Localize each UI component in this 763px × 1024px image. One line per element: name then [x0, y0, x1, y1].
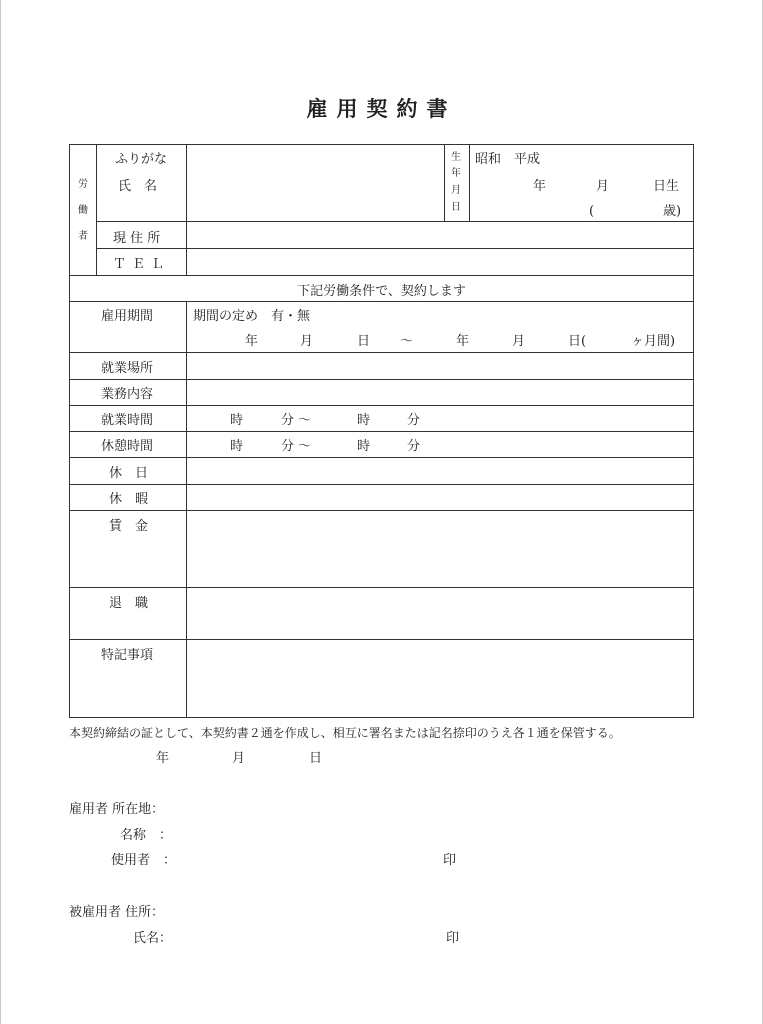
age-open: (	[589, 204, 595, 219]
break-start-hour: 時	[230, 439, 244, 454]
employee-seal: 印	[446, 931, 460, 946]
work-start-hour: 時	[230, 413, 244, 428]
employer-user-label: 使用者 ：	[111, 853, 177, 868]
period-month2: 月	[512, 334, 526, 349]
address-label: 現 住 所	[113, 231, 161, 246]
period-month1: 月	[300, 334, 314, 349]
employee-address-label: 被雇用者 住所：	[69, 905, 165, 920]
period-day2: 日(	[568, 334, 587, 349]
employer-seal: 印	[443, 853, 457, 868]
page-edge-left	[0, 0, 1, 1024]
period-definition: 期間の定め 有・無	[193, 309, 311, 324]
period-label: 雇用期間	[101, 309, 154, 324]
leave-label: 休 暇	[109, 492, 149, 507]
period-year1: 年	[245, 334, 259, 349]
birth-label-char: 日	[451, 202, 461, 213]
birth-month-label: 月	[596, 179, 610, 194]
period-year2: 年	[456, 334, 470, 349]
period-tilde: 〜	[400, 334, 414, 349]
date-year: 年	[156, 751, 170, 766]
birth-year-label: 年	[533, 179, 547, 194]
worker-label-char: 者	[78, 231, 88, 242]
era-text: 昭和 平成	[475, 152, 541, 167]
birth-day-label: 日生	[653, 179, 680, 194]
date-day: 日	[309, 751, 323, 766]
employer-address-label: 雇用者 所在地：	[69, 802, 165, 817]
tel-label: ＴＥＬ	[113, 257, 171, 272]
holiday-label: 休 日	[109, 466, 149, 481]
worker-label-char: 働	[78, 205, 88, 216]
break-start-min: 分 〜	[281, 439, 312, 454]
workplace-label: 就業場所	[101, 361, 154, 376]
work-hours-label: 就業時間	[101, 413, 154, 428]
break-end-min: 分	[407, 439, 421, 454]
notes-label: 特記事項	[101, 648, 154, 663]
break-end-hour: 時	[357, 439, 371, 454]
break-hours-label: 休憩時間	[101, 439, 154, 454]
work-start-min: 分 〜	[281, 413, 312, 428]
duties-label: 業務内容	[101, 387, 154, 402]
wage-label: 賃 金	[109, 519, 149, 534]
birth-label-char: 月	[451, 185, 461, 196]
name-label: 氏 名	[118, 179, 158, 194]
date-month: 月	[232, 751, 246, 766]
work-end-hour: 時	[357, 413, 371, 428]
age-close: 歳)	[663, 204, 682, 219]
period-months: ヶ月間)	[631, 334, 676, 349]
retire-label: 退 職	[109, 596, 149, 611]
contract-statement: 本契約締結の証として、本契約書２通を作成し、相互に署名または記名捺印のうえ各１通を保管する。	[69, 726, 621, 740]
employer-name-label: 名称 ：	[120, 828, 173, 843]
work-end-min: 分	[407, 413, 421, 428]
furigana-label: ふりがな	[115, 152, 168, 167]
employee-name-label: 氏名：	[133, 931, 173, 946]
period-day1: 日	[357, 334, 371, 349]
document-title: 雇用契約書	[306, 96, 457, 121]
worker-label-char: 労	[78, 179, 88, 190]
condition-heading: 下記労働条件で、契約します	[297, 284, 466, 299]
birth-label-char: 生	[451, 152, 461, 163]
birth-label-char: 年	[451, 168, 461, 179]
